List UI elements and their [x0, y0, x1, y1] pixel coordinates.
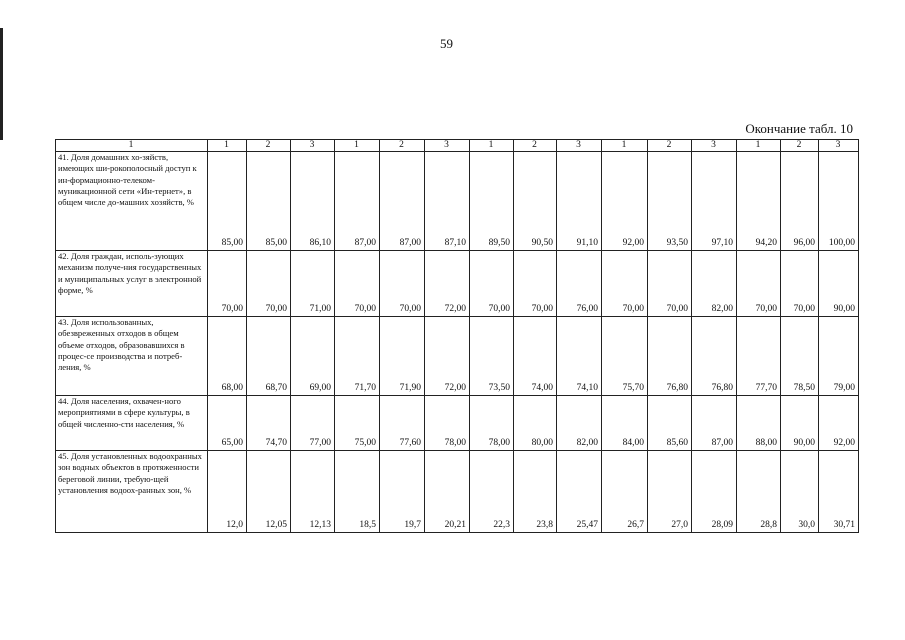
- value-cell: 12,13: [291, 451, 335, 533]
- value-cell: 94,20: [737, 152, 781, 251]
- indicator-label: 44. Доля населения, охвачен-ного мероприятиями в сфере культуры, в общей численно-сти населения, %: [56, 396, 208, 451]
- value-cell: 78,00: [425, 396, 470, 451]
- value-cell: 80,00: [514, 396, 557, 451]
- value-cell: 96,00: [781, 152, 819, 251]
- table-row: [56, 451, 859, 533]
- indicator-label: 45. Доля установленных водоохранных зон водных объектов в протяженности береговой линии, требую-щей установления водоох-ранных зон, %: [56, 451, 208, 533]
- header-cell: 3: [692, 140, 737, 152]
- value-cell: 100,00: [819, 152, 859, 251]
- page-number: 59: [440, 36, 453, 51]
- table-row: [56, 251, 859, 317]
- value-cell: 86,10: [291, 152, 335, 251]
- header-cell: 3: [557, 140, 602, 152]
- value-cell: 71,70: [335, 317, 380, 396]
- value-cell: 78,00: [470, 396, 514, 451]
- value-cell: 76,80: [648, 317, 692, 396]
- indicator-label: 43. Доля использованных, обезвреженных отходов в общем объеме отходов, образовавшихся в процес-се производства и потреб-ления, %: [56, 317, 208, 396]
- value-cell: 70,00: [208, 251, 247, 317]
- indicator-label: 42. Доля граждан, исполь-зующих механизм получе-ния государственных и муниципальных услуг в электронной форме, %: [56, 251, 208, 317]
- value-cell: 70,00: [514, 251, 557, 317]
- value-cell: 92,00: [819, 396, 859, 451]
- value-cell: 87,00: [692, 396, 737, 451]
- value-cell: 68,00: [208, 317, 247, 396]
- header-cell: 2: [247, 140, 291, 152]
- table-row: [56, 152, 859, 251]
- header-cell: 2: [648, 140, 692, 152]
- value-cell: 73,50: [470, 317, 514, 396]
- value-cell: 79,00: [819, 317, 859, 396]
- header-cell: 2: [781, 140, 819, 152]
- value-cell: 70,00: [380, 251, 425, 317]
- value-cell: 22,3: [470, 451, 514, 533]
- value-cell: 70,00: [781, 251, 819, 317]
- value-cell: 70,00: [602, 251, 648, 317]
- value-cell: 87,00: [380, 152, 425, 251]
- value-cell: 68,70: [247, 317, 291, 396]
- value-cell: 71,00: [291, 251, 335, 317]
- page-edge-mark: [0, 28, 3, 140]
- value-cell: 65,00: [208, 396, 247, 451]
- value-cell: 30,0: [781, 451, 819, 533]
- table-row: [56, 317, 859, 396]
- value-cell: 28,09: [692, 451, 737, 533]
- header-cell: 1: [737, 140, 781, 152]
- value-cell: 87,10: [425, 152, 470, 251]
- value-cell: 90,00: [781, 396, 819, 451]
- value-cell: 84,00: [602, 396, 648, 451]
- header-cell: 1: [335, 140, 380, 152]
- value-cell: 70,00: [335, 251, 380, 317]
- value-cell: 20,21: [425, 451, 470, 533]
- header-cell: 1: [602, 140, 648, 152]
- table-caption: Окончание табл. 10: [745, 121, 853, 136]
- header-cell: 3: [291, 140, 335, 152]
- value-cell: 76,80: [692, 317, 737, 396]
- header-cell: 3: [819, 140, 859, 152]
- value-cell: 77,60: [380, 396, 425, 451]
- value-cell: 82,00: [692, 251, 737, 317]
- value-cell: 28,8: [737, 451, 781, 533]
- value-cell: 72,00: [425, 317, 470, 396]
- value-cell: 92,00: [602, 152, 648, 251]
- header-cell: 1: [208, 140, 247, 152]
- value-cell: 25,47: [557, 451, 602, 533]
- value-cell: 88,00: [737, 396, 781, 451]
- header-cell: 3: [425, 140, 470, 152]
- header-cell: 2: [380, 140, 425, 152]
- value-cell: 70,00: [247, 251, 291, 317]
- value-cell: 12,0: [208, 451, 247, 533]
- value-cell: 85,00: [247, 152, 291, 251]
- value-cell: 71,90: [380, 317, 425, 396]
- value-cell: 87,00: [335, 152, 380, 251]
- value-cell: 70,00: [737, 251, 781, 317]
- value-cell: 27,0: [648, 451, 692, 533]
- value-cell: 75,70: [602, 317, 648, 396]
- header-cell: 1: [470, 140, 514, 152]
- table-row: [56, 396, 859, 451]
- value-cell: 78,50: [781, 317, 819, 396]
- value-cell: 77,70: [737, 317, 781, 396]
- value-cell: 97,10: [692, 152, 737, 251]
- value-cell: 30,71: [819, 451, 859, 533]
- value-cell: 72,00: [425, 251, 470, 317]
- value-cell: 85,60: [648, 396, 692, 451]
- value-cell: 74,00: [514, 317, 557, 396]
- value-cell: 74,10: [557, 317, 602, 396]
- value-cell: 85,00: [208, 152, 247, 251]
- value-cell: 76,00: [557, 251, 602, 317]
- value-cell: 90,50: [514, 152, 557, 251]
- value-cell: 82,00: [557, 396, 602, 451]
- indicator-table: [55, 139, 859, 533]
- value-cell: 70,00: [648, 251, 692, 317]
- value-cell: 90,00: [819, 251, 859, 317]
- value-cell: 89,50: [470, 152, 514, 251]
- value-cell: 74,70: [247, 396, 291, 451]
- value-cell: 12,05: [247, 451, 291, 533]
- value-cell: 91,10: [557, 152, 602, 251]
- header-row: [56, 140, 859, 152]
- header-cell: 2: [514, 140, 557, 152]
- value-cell: 75,00: [335, 396, 380, 451]
- header-cell: 1: [56, 140, 208, 152]
- indicator-label: 41. Доля домашних хо-зяйств, имеющих ши-рокополосный доступ к ин-формационно-телеком-муникационной сети «Ин-тернет», в общем числе до-машних хозяйств, %: [56, 152, 208, 251]
- value-cell: 26,7: [602, 451, 648, 533]
- value-cell: 77,00: [291, 396, 335, 451]
- value-cell: 69,00: [291, 317, 335, 396]
- value-cell: 70,00: [470, 251, 514, 317]
- value-cell: 18,5: [335, 451, 380, 533]
- value-cell: 23,8: [514, 451, 557, 533]
- value-cell: 93,50: [648, 152, 692, 251]
- value-cell: 19,7: [380, 451, 425, 533]
